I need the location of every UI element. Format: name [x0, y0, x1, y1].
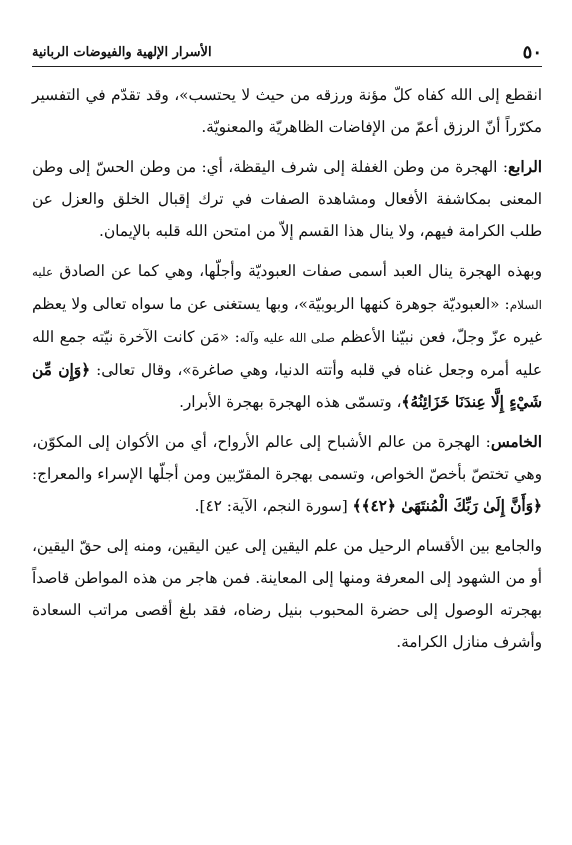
body-text: [32, 79, 542, 658]
quran-verse: ﴿وَإِن مِّن شَيْءٍ إِلَّا عِندَنَا خَزَائِنُهُ﴾: [32, 361, 542, 411]
page-number: ٥٠: [522, 41, 542, 63]
paragraph-text: : الهجرة من وطن الغفلة إلى شرف اليقظة، أي: من وطن الحسّ إلى وطن المعنى بمكاشفة الأفعال ومشاهدة الصفات في ترك إقبال الخلق والعزل عن طلب الكرامة فيهم، ولا ينال هذا القسم إلاّ من امتحن الله قلبه بالإيمان.: [32, 158, 542, 240]
section-lead: الخامس: [490, 433, 542, 451]
paragraph-text: : «العبوديّة جوهرة كنهها الربوبيّة»، وبها يستغنى عن ما سواه تعالى ولا يعظم غيره عزّ وجلّ، فعن نبيّنا الأعظم: [32, 295, 542, 346]
honorific-ligature: صلى الله عليه وآله: [239, 331, 336, 345]
paragraph-text: والجامع بين الأقسام الرحيل من علم اليقين إلى عين اليقين، ومنه إلى حقّ اليقين، أو من الشهود إلى المعرفة ومنها إلى المعاينة. فمن هاجر من هذه المواطن قاصداً بهجرته الوصول إلى حضرة المحبوب بنيل رضاه، فقد بلغ أقصى مراتب السعادة وأشرف منازل الكرامة.: [32, 537, 542, 651]
paragraph-text: انقطع إلى الله كفاه كلّ مؤنة ورزقه من حيث لا يحتسب»، وقد تقدّم في التفسير مكرّراً أنّ الرزق أعمّ من الإفاضات الظاهريّة والمعنويّة.: [32, 86, 542, 136]
paragraph-text: ، وتسمّى هذه الهجرة بهجرة الأبرار.: [179, 393, 402, 411]
paragraph-2: [32, 151, 542, 247]
running-header: [32, 38, 542, 67]
paragraph-text: : «مَن كانت الآخرة نيّته جمع الله عليه أمره وجعل غناه في قلبه وأتته الدنيا، وهي صاغرة»، وقال تعالى:: [32, 328, 542, 379]
citation: [سورة النجم، الآية: ٤٢].: [194, 497, 353, 515]
section-lead: الرابع: [508, 158, 542, 176]
book-page: [32, 38, 542, 818]
paragraph-1: [32, 79, 542, 143]
paragraph-3: [32, 255, 542, 418]
paragraph-5: [32, 530, 542, 658]
paragraph-4: [32, 426, 542, 522]
paragraph-text: وبهذه الهجرة ينال العبد أسمى صفات العبوديّة وأجلّها، وهي كما عن الصادق: [53, 262, 542, 280]
quran-verse: ﴿وَأَنَّ إِلَىٰ رَبِّكَ الْمُنتَهَىٰ ﴿٤٢﴾﴾: [352, 497, 542, 515]
honorific-ligature: عليه السلام: [32, 265, 542, 312]
paragraph-text: : الهجرة من عالم الأشباح إلى عالم الأرواح، أي من الأكوان إلى المكوّن، وهي تختصّ بأخصّ الخواص، وتسمى بهجرة المقرّبين ومن أجلّها الإسراء والمعراج:: [32, 433, 542, 483]
running-title: الأسرار الإلهية والفيوضات الربانية: [32, 44, 212, 60]
